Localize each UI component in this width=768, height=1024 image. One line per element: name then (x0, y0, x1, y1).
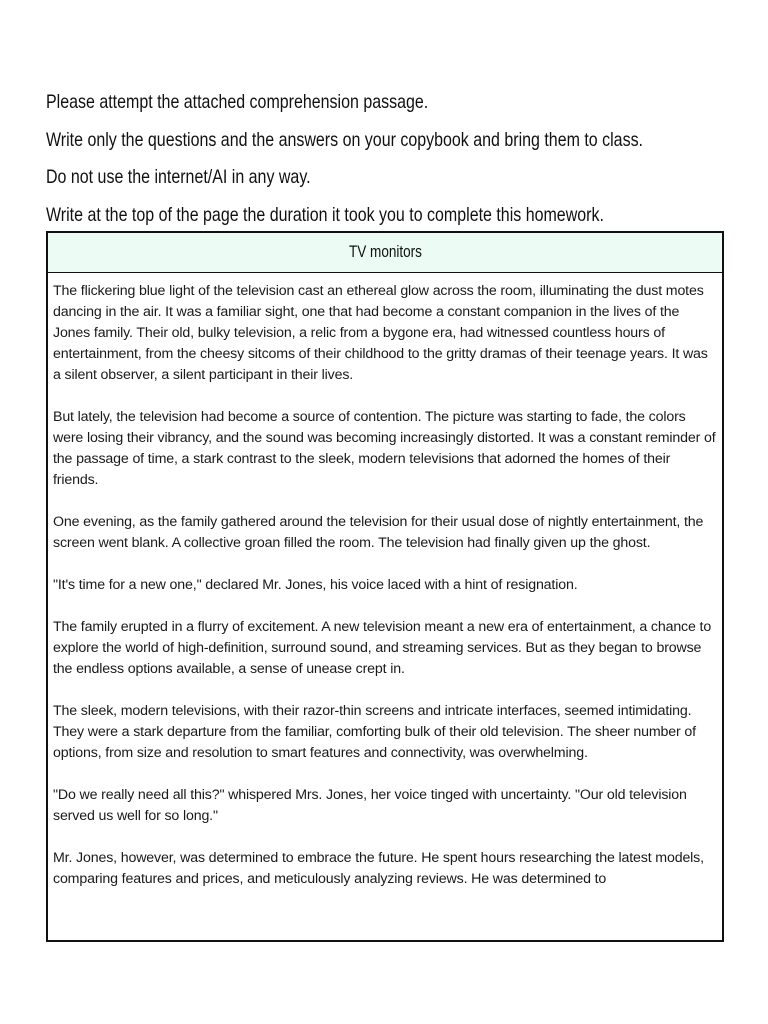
instruction-line: Write at the top of the page the duration it took you to complete this homework. (46, 203, 604, 226)
passage-paragraph: Mr. Jones, however, was determined to embrace the future. He spent hours researching the latest models, comparing features and prices, and meticulously analyzing reviews. He was determined to (53, 850, 704, 887)
passage-table (46, 231, 724, 942)
passage-title: TV monitors (348, 243, 422, 261)
instruction-line: Write only the questions and the answers on your copybook and bring them to class. (46, 128, 644, 151)
instruction-line: Please attempt the attached comprehension passage. (46, 91, 429, 113)
passage-paragraph: One evening, as the family gathered around the television for their usual dose of nightly entertainment, the screen went blank. A collective groan filled the room. The television had finally given up the ghost. (53, 514, 704, 551)
passage-paragraph: But lately, the television had become a source of contention. The picture was starting to fade, the colors were losing their vibrancy, and the sound was becoming increasingly distorted. It was a constant reminder of the passage of time, a stark contrast to the sleek, modern televisions that adorned the homes of their friends. (53, 409, 716, 488)
passage-paragraph: "Do we really need all this?" whispered Mrs. Jones, her voice tinged with uncertainty. "Our old television served us well for so long." (53, 787, 687, 824)
instruction-line: Do not use the internet/AI in any way. (46, 166, 311, 188)
passage-paragraph: "It's time for a new one," declared Mr. Jones, his voice laced with a hint of resignation. (53, 577, 578, 593)
passage-header (48, 233, 722, 273)
passage-paragraph: The sleek, modern televisions, with their razor-thin screens and intricate interfaces, seemed intimidating. They were a stark departure from the familiar, comforting bulk of their old television. The sheer number of options, from size and resolution to smart features and connectivity, was overwhelming. (53, 703, 696, 761)
passage-paragraph: The flickering blue light of the television cast an ethereal glow across the room, illuminating the dust motes dancing in the air. It was a familiar sight, one that had become a constant companion in the lives of the Jones family. Their old, bulky television, a relic from a bygone era, had witnessed countless hours of entertainment, from the cheesy sitcoms of their childhood to the gritty dramas of their teenage years. It was a silent observer, a silent participant in their lives. (53, 283, 708, 383)
homework-instructions (46, 84, 746, 234)
passage-paragraph: The family erupted in a flurry of excitement. A new television meant a new era of entertainment, a chance to explore the world of high-definition, surround sound, and streaming services. But as they began to browse the endless options available, a sense of unease crept in. (53, 619, 712, 677)
passage-body (48, 273, 722, 890)
